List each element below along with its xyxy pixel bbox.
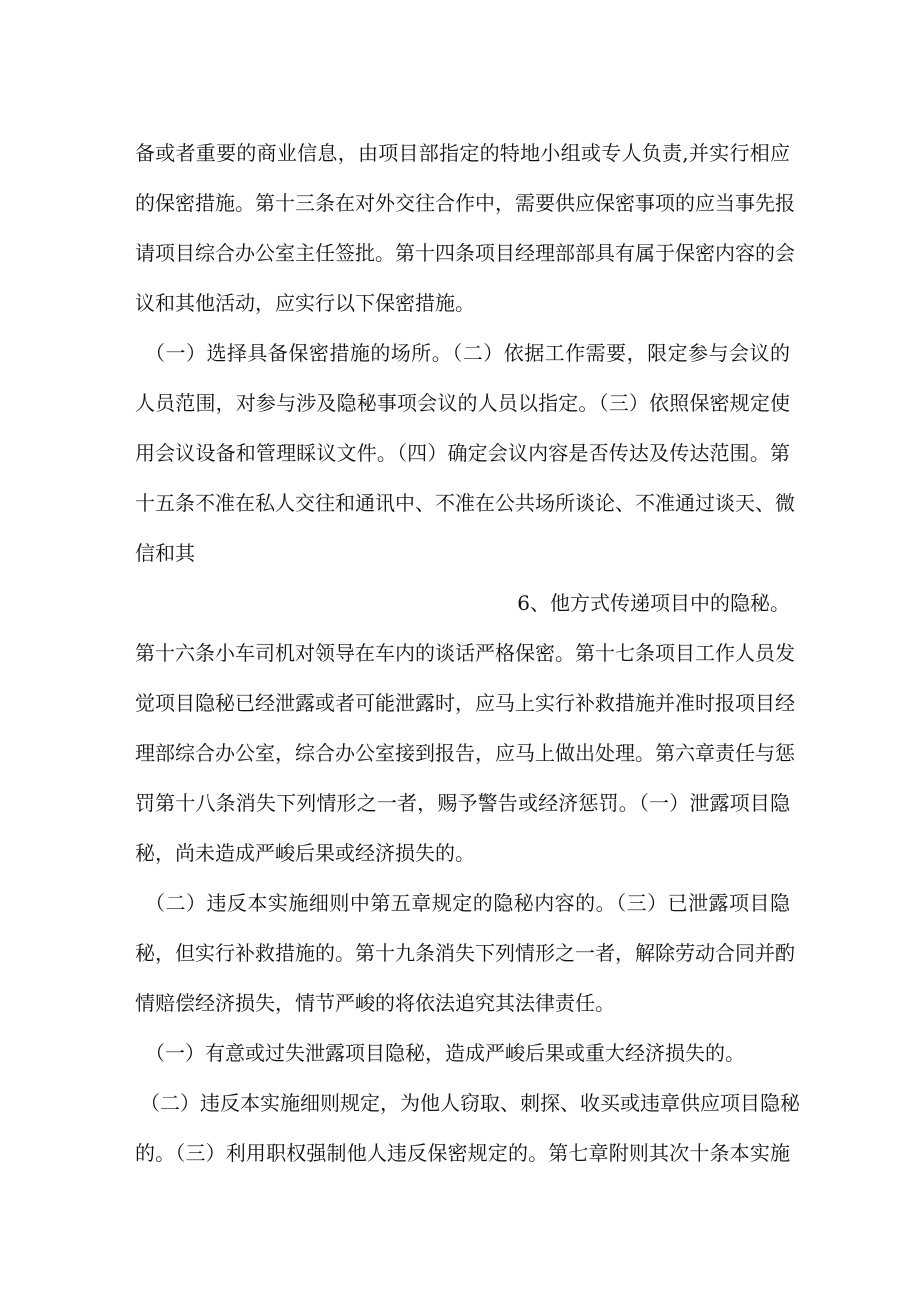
text-line: （一）有意或过失泄露项目隐秘，造成严峻后果或重大经济损失的。 [145, 1041, 745, 1065]
text-line: 的保密措施。第十三条在对外交往合作中，需要供应保密事项的应当事先报 [135, 191, 795, 215]
text-line: （二）违反本实施细则规定，为他人窃取、刺探、收买或违章供应项目隐秘 [140, 1091, 800, 1115]
text-line: 请项目综合办公室主任签批。第十四条项目经理部部具有属于保密内容的会 [135, 241, 795, 265]
text-line: 人员范围，对参与涉及隐秘事项会议的人员以指定。（三）依照保密规定使 [135, 391, 790, 415]
text-line: 第十六条小车司机对领导在车内的谈话严格保密。第十七条项目工作人员发 [135, 641, 795, 665]
text-line: 秘，但实行补救措施的。第十九条消失下列情形之一者，解除劳动合同并酌 [135, 941, 795, 965]
text-line: 秘，尚未造成严峻后果或经济损失的。 [135, 841, 475, 865]
text-line: （二）违反本实施细则中第五章规定的隐秘内容的。（三）已泄露项目隐 [145, 891, 790, 915]
text-line: 备或者重要的商业信息，由项目部指定的特地小组或专人负责,并实行相应 [135, 141, 790, 165]
text-line: 信和其 [135, 541, 195, 565]
text-line: 情赔偿经济损失，情节严峻的将依法追究其法律责任。 [135, 991, 615, 1015]
text-line: 十五条不准在私人交往和通讯中、不准在公共场所谈论、不准通过谈天、微 [135, 491, 795, 515]
text-line: 的。（三）利用职权强制他人违反保密规定的。第七章附则其次十条本实施 [135, 1141, 790, 1165]
text-line: （一）选择具备保密措施的场所。（二）依据工作需要，限定参与会议的 [145, 341, 790, 365]
text-line: 议和其他活动，应实行以下保密措施。 [135, 291, 475, 315]
document-body [135, 128, 800, 1178]
text-line: 6、他方式传递项目中的隐秘。 [517, 591, 790, 615]
text-line: 理部综合办公室，综合办公室接到报告，应马上做出处理。第六章责任与惩 [135, 741, 795, 765]
text-line: 觉项目隐秘已经泄露或者可能泄露时，应马上实行补救措施并准时报项目经 [135, 691, 795, 715]
text-line: 用会议设备和管理睬议文件。（四）确定会议内容是否传达及传达范围。第 [135, 441, 790, 465]
text-line: 罚第十八条消失下列情形之一者，赐予警告或经济惩罚。（一）泄露项目隐 [135, 791, 790, 815]
